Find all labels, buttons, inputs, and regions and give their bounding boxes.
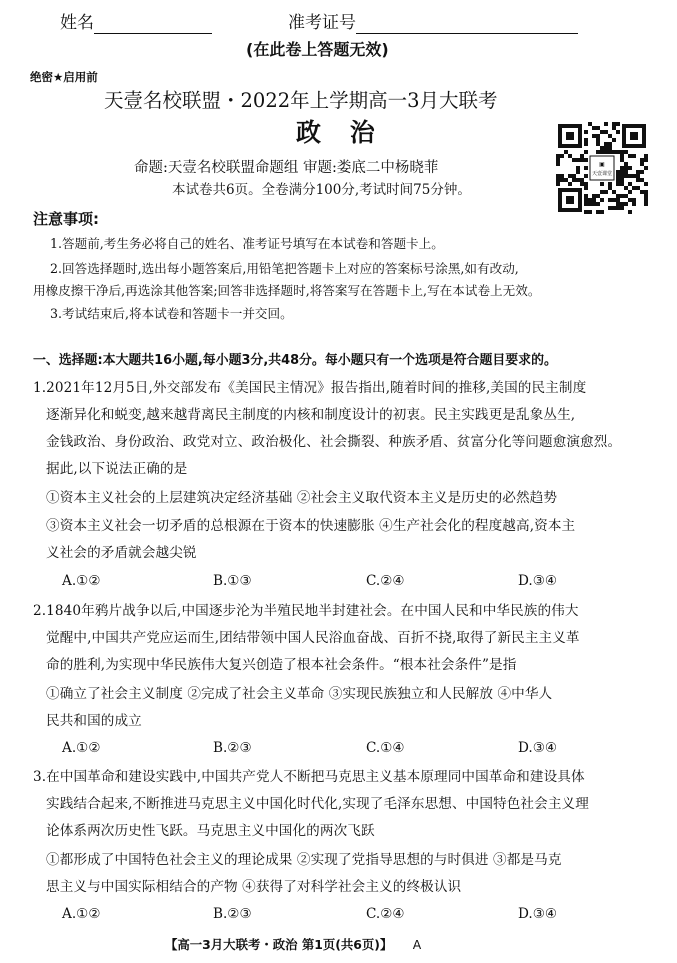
option-a: A.①②: [62, 906, 101, 922]
qr-module: [624, 150, 628, 154]
qr-module: [612, 206, 616, 210]
qr-module: [620, 170, 624, 174]
qr-module: [596, 138, 600, 142]
qr-module: [616, 122, 620, 126]
qr-module: [596, 210, 600, 214]
note-item: 用橡皮擦干净后,再选涂其他答案;回答非选择题时,将答案写在答题卡上,写在本试卷上无效。: [33, 283, 541, 298]
question-line: 命的胜利,为实现中华民族伟大复兴创造了根本社会条件。“根本社会条件”是指: [46, 657, 517, 673]
qr-module: [616, 178, 620, 182]
note-item: 3.考试结束后,将本试卷和答题卡一并交回。: [50, 306, 293, 321]
qr-module: [592, 194, 596, 198]
qr-code: [556, 122, 648, 214]
qr-module: [608, 150, 612, 154]
qr-module: [592, 198, 596, 202]
option-a: A.①②: [62, 573, 101, 589]
qr-module: [608, 206, 612, 210]
qr-module: [584, 210, 588, 214]
qr-module: [644, 182, 648, 186]
exam-id-field-row: [288, 12, 578, 34]
qr-module: [628, 154, 632, 158]
qr-module: [620, 154, 624, 158]
version-mark: A: [412, 937, 422, 952]
qr-module: [560, 174, 564, 178]
qr-module: [584, 182, 588, 186]
statement-line: 思主义与中国实际相结合的产物 ④获得了对科学社会主义的终极认识: [46, 879, 462, 895]
option-c: C.②④: [366, 906, 405, 922]
qr-module: [592, 202, 596, 206]
qr-module: [584, 150, 588, 154]
qr-module: [556, 162, 560, 166]
exam-info-line: 本试卷共6页。全卷满分100分,考试时间75分钟。: [172, 182, 471, 198]
qr-module: [580, 178, 584, 182]
qr-module: [576, 178, 580, 182]
qr-module: [612, 198, 616, 202]
statement-line: 民共和国的成立: [46, 713, 142, 729]
qr-module: [636, 170, 640, 174]
name-label: 姓名: [60, 13, 94, 33]
qr-module: [644, 190, 648, 194]
qr-module: [620, 178, 624, 182]
qr-module: [636, 178, 640, 182]
question-line: 论体系两次历史性飞跃。马克思主义中国化的两次飞跃: [46, 823, 375, 839]
qr-module: [560, 178, 564, 182]
qr-module: [600, 150, 604, 154]
qr-module: [556, 182, 560, 186]
qr-module: [620, 194, 624, 198]
qr-module: [612, 138, 616, 142]
qr-module: [588, 210, 592, 214]
qr-module: [604, 190, 608, 194]
option-c: C.①④: [366, 740, 405, 756]
qr-module: [624, 174, 628, 178]
qr-module: [632, 174, 636, 178]
qr-caption: 天壹课堂: [591, 171, 613, 177]
qr-module: [560, 154, 564, 158]
qr-module: [616, 150, 620, 154]
note-item: 2.回答选择题时,选出每小题答案后,用铅笔把答题卡上对应的答案标号涂黑,如有改动,: [50, 261, 519, 276]
qr-code-graphic: [556, 122, 648, 214]
qr-module: [636, 186, 640, 190]
qr-module: [608, 186, 612, 190]
qr-module: [576, 166, 580, 170]
qr-module: [584, 174, 588, 178]
qr-module: [632, 198, 636, 202]
qr-module: [568, 154, 572, 158]
statement-line: 义社会的矛盾就会越尖锐: [46, 545, 197, 561]
qr-module: [612, 150, 616, 154]
name-field-row: [60, 12, 212, 34]
qr-module: [612, 126, 616, 130]
qr-module: [616, 182, 620, 186]
qr-module: [600, 190, 604, 194]
qr-module: [588, 202, 592, 206]
qr-module: [580, 158, 584, 162]
qr-module: [640, 162, 644, 166]
footer-text: 【高一3月大联考・政治 第1页(共6页)】: [165, 937, 393, 952]
qr-module: [584, 130, 588, 134]
qr-module: [568, 182, 572, 186]
secret-tag: 绝密★启用前: [30, 70, 98, 84]
qr-module: [616, 194, 620, 198]
qr-module: [644, 158, 648, 162]
question-line: 实践结合起来,不断推进马克思主义中国化时代化,实现了毛泽东思想、中国特色社会主义理: [46, 796, 589, 812]
qr-module: [616, 206, 620, 210]
qr-module: [612, 122, 616, 126]
qr-module: [584, 138, 588, 142]
qr-module: [596, 202, 600, 206]
exam-id-label: 准考证号: [288, 13, 356, 33]
option-d: D.③④: [518, 740, 558, 756]
qr-module: [584, 142, 588, 146]
qr-module: [632, 154, 636, 158]
qr-module: [616, 170, 620, 174]
statement-line: ①确立了社会主义制度 ②完成了社会主义革命 ③实现民族独立和人民解放 ④中华人: [46, 686, 553, 702]
option-a: A.①②: [62, 740, 101, 756]
qr-module: [624, 186, 628, 190]
qr-module: [572, 178, 576, 182]
qr-module: [624, 162, 628, 166]
question-line: 1.2021年12月5日,外交部发布《美国民主情况》报告指出,随着时间的推移,美国的民主制度: [33, 380, 587, 396]
qr-module: [596, 150, 600, 154]
qr-module: [608, 142, 612, 146]
qr-module: [608, 198, 612, 202]
qr-module: [644, 198, 648, 202]
qr-module: [588, 122, 592, 126]
exam-id-blank: [356, 15, 578, 34]
qr-module: [580, 182, 584, 186]
svg-text:▣: ▣: [599, 161, 605, 168]
qr-module: [572, 174, 576, 178]
qr-module: [624, 202, 628, 206]
qr-module: [620, 166, 624, 170]
qr-module: [564, 178, 568, 182]
qr-module: [592, 134, 596, 138]
qr-module: [628, 182, 632, 186]
qr-module: [620, 202, 624, 206]
qr-module: [644, 166, 648, 170]
question-line: 2.1840年鸦片战争以后,中国逐步沦为半殖民地半封建社会。在中国人民和中华民族的伟大: [33, 603, 579, 619]
statement-line: ③资本主义社会一切矛盾的总根源在于资本的快速膨胀 ④生产社会化的程度越高,资本主: [46, 518, 576, 534]
qr-module: [628, 198, 632, 202]
qr-module: [632, 186, 636, 190]
qr-module: [620, 158, 624, 162]
qr-module: [596, 126, 600, 130]
option-b: B.②③: [213, 906, 252, 922]
qr-module: [636, 174, 640, 178]
qr-module: [644, 154, 648, 158]
qr-module: [608, 134, 612, 138]
qr-module: [624, 170, 628, 174]
name-blank: [94, 15, 212, 34]
qr-module: [556, 174, 560, 178]
qr-module: [640, 158, 644, 162]
qr-module: [616, 198, 620, 202]
qr-module: [584, 194, 588, 198]
qr-module: [592, 126, 596, 130]
qr-module: [616, 174, 620, 178]
qr-module: [604, 122, 608, 126]
option-c: C.②④: [366, 573, 405, 589]
qr-module: [584, 158, 588, 162]
qr-module: [600, 198, 604, 202]
qr-module: [576, 158, 580, 162]
option-d: D.③④: [518, 906, 558, 922]
question-line: 金钱政治、身份政治、政党对立、政治极化、社会撕裂、种族矛盾、贫富分化等问题愈演愈烈。: [46, 434, 622, 450]
qr-module: [556, 158, 560, 162]
qr-module: [628, 174, 632, 178]
qr-module: [596, 194, 600, 198]
qr-module: [600, 130, 604, 134]
qr-module: [584, 186, 588, 190]
qr-module: [600, 210, 604, 214]
qr-module: [572, 158, 576, 162]
qr-module: [556, 178, 560, 182]
qr-module: [620, 174, 624, 178]
question-line: 觉醒中,中国共产党应运而生,团结带领中国人民浴血奋战、百折不挠,取得了新民主主义革: [46, 630, 580, 646]
qr-module: [624, 194, 628, 198]
qr-module: [600, 182, 604, 186]
statement-line: ①资本主义社会的上层建筑决定经济基础 ②社会主义取代资本主义是历史的必然趋势: [46, 490, 558, 506]
qr-module: [596, 134, 600, 138]
qr-module: [604, 146, 608, 150]
option-b: B.①③: [213, 573, 252, 589]
qr-module: [584, 166, 588, 170]
composer-line: 命题:天壹名校联盟命题组 审题:娄底二中杨晓菲: [134, 160, 439, 176]
qr-module: [624, 166, 628, 170]
qr-module: [628, 210, 632, 214]
qr-module: [604, 130, 608, 134]
subject-title: 政 治: [296, 118, 375, 147]
no-answer-notice: (在此卷上答题无效): [246, 40, 389, 59]
qr-module: [584, 198, 588, 202]
qr-module: [616, 130, 620, 134]
qr-module: [632, 202, 636, 206]
qr-module: [644, 194, 648, 198]
qr-module: [628, 166, 632, 170]
qr-module: [620, 182, 624, 186]
qr-module: [604, 142, 608, 146]
qr-module: [620, 206, 624, 210]
qr-module: [568, 174, 572, 178]
section-heading: 一、选择题:本大题共16小题,每小题3分,共48分。每小题只有一个选项是符合题目要求的。: [33, 353, 557, 368]
qr-module: [600, 146, 604, 150]
exam-title: 天壹名校联盟・2022年上学期高一3月大联考: [104, 89, 498, 112]
qr-module: [596, 142, 600, 146]
qr-module: [640, 170, 644, 174]
qr-module: [644, 202, 648, 206]
statement-line: ①都形成了中国特色社会主义的理论成果 ②实现了党指导思想的与时俱进 ③都是马克: [46, 852, 562, 868]
question-line: 逐渐异化和蜕变,越来越背离民主制度的内核和制度设计的初衷。民主实践更是乱象丛生,: [46, 407, 576, 423]
qr-module: [640, 190, 644, 194]
qr-module: [628, 190, 632, 194]
qr-module: [564, 150, 568, 154]
question-line: 据此,以下说法正确的是: [46, 461, 188, 477]
qr-module: [616, 202, 620, 206]
qr-module: [580, 154, 584, 158]
qr-module: [608, 182, 612, 186]
qr-module: [608, 146, 612, 150]
qr-module: [576, 170, 580, 174]
option-b: B.②③: [213, 740, 252, 756]
qr-module: [640, 178, 644, 182]
qr-module: [584, 202, 588, 206]
qr-module: [612, 190, 616, 194]
option-d: D.③④: [518, 573, 558, 589]
note-item: 1.答题前,考生务必将自己的姓名、准考证号填写在本试卷和答题卡上。: [50, 236, 444, 251]
qr-module: [588, 198, 592, 202]
qr-module: [556, 154, 560, 158]
qr-module: [620, 150, 624, 154]
qr-module: [604, 150, 608, 154]
question-line: 3.在中国革命和建设实践中,中国共产党人不断把马克思主义基本原理同中国革命和建设具体: [33, 769, 585, 785]
page-footer: [165, 937, 421, 953]
notes-heading: 注意事项:: [33, 210, 99, 228]
